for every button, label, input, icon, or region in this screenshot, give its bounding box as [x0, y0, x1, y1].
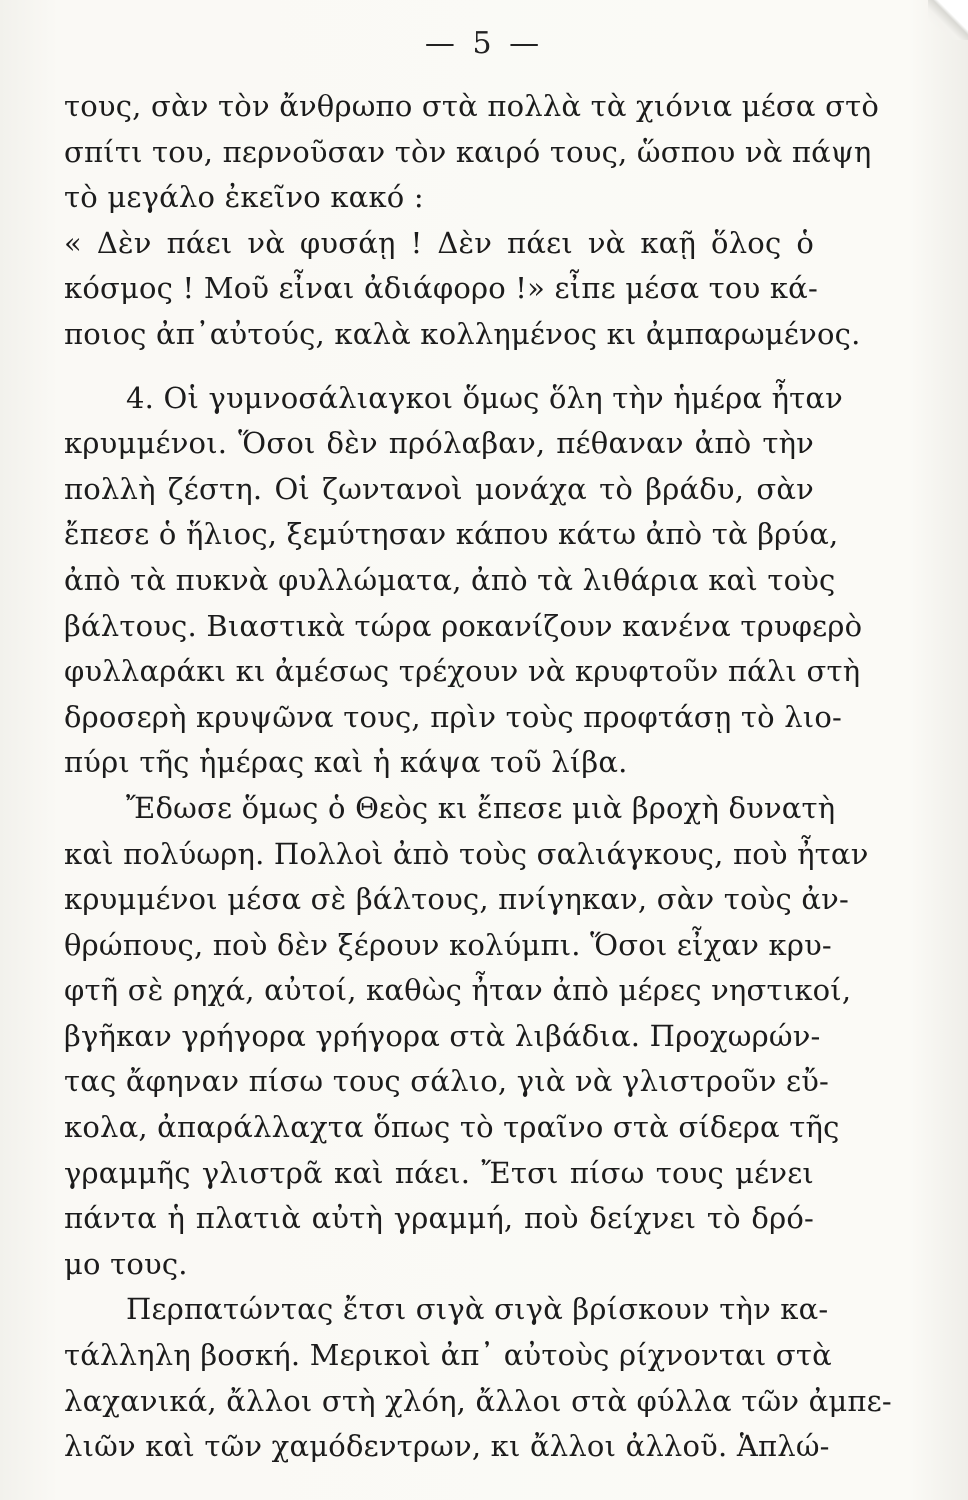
- text-line: σπίτι του, περνοῦσαν τὸν καιρό τους, ὥσπου νὰ πάψη: [64, 134, 872, 169]
- page-number: — 5 —: [424, 26, 544, 61]
- text-line: ἀπὸ τὰ πυκνὰ φυλλώματα, ἀπὸ τὰ λιθάρια καὶ τοὺς: [64, 562, 836, 597]
- text-line: τάλληλη βοσκή. Μερικοὶ ἀπ᾽ αὐτοὺς ρίχνονται στὰ: [64, 1338, 832, 1373]
- text-line: τας ἄφηναν πίσω τους σάλιο, γιὰ νὰ γλιστροῦν εὔ-: [64, 1064, 830, 1099]
- text-line: κρυμμένοι. Ὅσοι δὲν πρόλαβαν, πέθαναν ἀπὸ τὴν: [64, 426, 814, 461]
- text-line: λιῶν καὶ τῶν χαμόδεντρων, κι ἄλλοι ἀλλοῦ. Ἁπλώ-: [64, 1429, 830, 1464]
- paragraph-gap: [64, 358, 814, 376]
- text-line: τους, σὰν τὸν ἄνθρωπο στὰ πολλὰ τὰ χιόνια μέσα στὸ: [64, 89, 880, 123]
- text-line: ἔπεσε ὁ ἥλιος, ξεμύτησαν κάπου κάτω ἀπὸ τὰ βρύα,: [64, 517, 839, 552]
- text-line: τὸ μεγάλο ἐκεῖνο κακό :: [64, 180, 424, 215]
- text-line: βάλτους. Βιαστικὰ τώρα ροκανίζουν κανένα τρυφερὸ: [64, 608, 863, 643]
- text-line: κολα, ἀπαράλλαχτα ὅπως τὸ τραῖνο στὰ σίδερα τῆς: [64, 1110, 840, 1145]
- text-line: Περπατώντας ἔτσι σιγὰ σιγὰ βρίσκουν τὴν κα-: [126, 1292, 829, 1327]
- text-line: κρυμμένοι μέσα σὲ βάλτους, πνίγηκαν, σὰν τοὺς ἀν-: [64, 882, 849, 917]
- text-line: πύρι τῆς ἡμέρας καὶ ἡ κάψα τοῦ λίβα.: [64, 745, 628, 780]
- text-line: καὶ πολύωρη. Πολλοὶ ἀπὸ τοὺς σαλιάγκους, ποὺ ἦταν: [64, 836, 869, 871]
- text-line: φυλλαράκι κι ἀμέσως τρέχουν νὰ κρυφτοῦν πάλι στὴ: [64, 654, 861, 689]
- text-line: λαχανικά, ἄλλοι στὴ χλόη, ἄλλοι στὰ φύλλα τῶν ἀμπε-: [64, 1383, 892, 1418]
- text-line: γραμμῆς γλιστρᾶ καὶ πάει. Ἔτσι πίσω τους μένει: [64, 1155, 814, 1190]
- text-line: Ἔδωσε ὅμως ὁ Θεὸς κι ἔπεσε μιὰ βροχὴ δυνατὴ: [126, 790, 836, 825]
- text-line: ποιος ἀπ᾽αὐτούς, καλὰ κολλημένος κι ἀμπαρωμένος.: [64, 316, 861, 351]
- text-line: πάντα ἡ πλατιὰ αὐτὴ γραμμή, ποὺ δείχνει τὸ δρό-: [64, 1201, 814, 1236]
- text-line: φτῆ σὲ ρηχά, αὐτοί, καθὼς ἦταν ἀπὸ μέρες νηστικοί,: [64, 973, 852, 1008]
- text-line: θρώπους, ποὺ δὲν ξέρουν κολύμπι. Ὅσοι εἶχαν κρυ-: [64, 927, 832, 962]
- text-line: « Δὲν πάει νὰ φυσάῃ ! Δὲν πάει νὰ καῇ ὅλος ὁ: [64, 225, 814, 260]
- text-line: 4. Οἱ γυμνοσάλιαγκοι ὅμως ὅλη τὴν ἡμέρα ἦταν: [126, 380, 844, 415]
- text-line: βγῆκαν γρήγορα γρήγορα στὰ λιβάδια. Προχωρών-: [64, 1018, 821, 1053]
- body-text: [64, 84, 892, 1470]
- text-line: κόσμος ! Μοῦ εἶναι ἀδιάφορο !» εἶπε μέσα του κά-: [64, 271, 818, 306]
- text-line: δροσερὴ κρυψῶνα τους, πρὶν τοὺς προφτάσῃ τὸ λιο-: [64, 699, 843, 734]
- text-line: μο τους.: [64, 1246, 188, 1281]
- text-line: πολλὴ ζέστη. Οἱ ζωντανοὶ μονάχα τὸ βράδυ, σὰν: [64, 471, 814, 506]
